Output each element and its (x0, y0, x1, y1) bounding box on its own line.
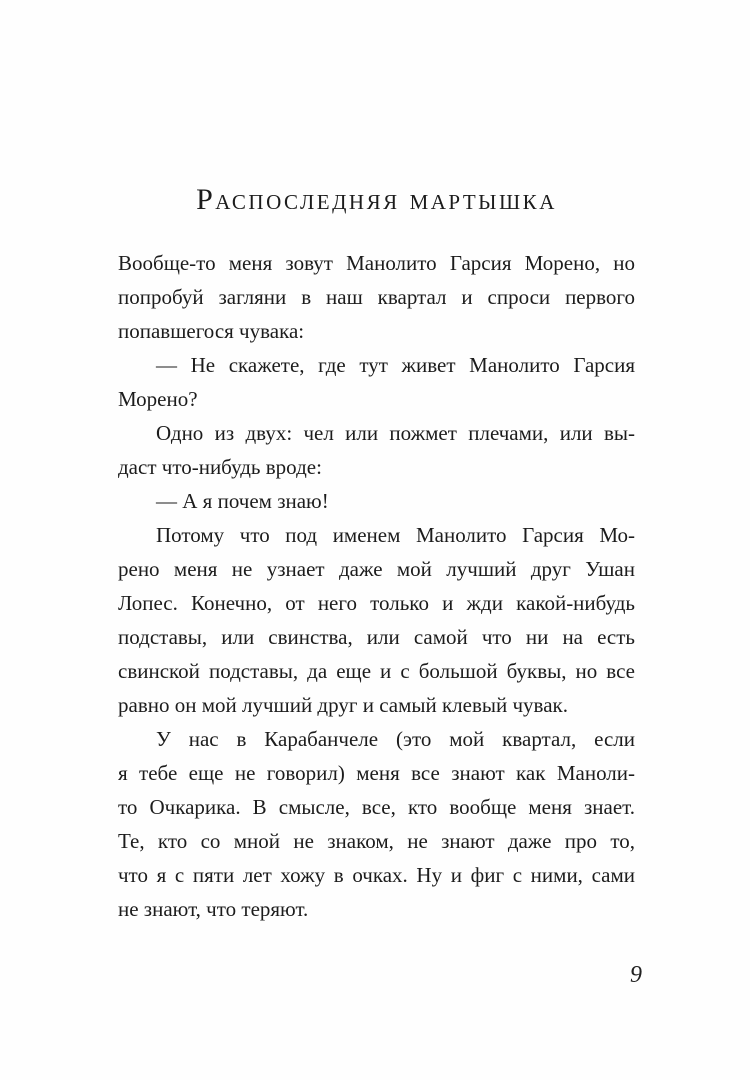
text-line: — Не скажете, где тут живет Манолито Гарсия (156, 353, 635, 377)
text-line: не знают, что теряют. (118, 897, 309, 921)
text-line: то Очкарика. В смысле, все, кто вообще меня знает. (118, 795, 635, 819)
text-line: Лопес. Конечно, от него только и жди какой-нибудь (118, 591, 635, 615)
text-line: подставы, или свинства, или самой что ни на есть (118, 625, 635, 649)
text-line: Потому что под именем Манолито Гарсия Мо- (156, 523, 635, 547)
chapter-title: Распоследняя мартышка (196, 183, 557, 216)
text-line: У нас в Карабанчеле (это мой квартал, если (156, 727, 635, 751)
text-block (118, 184, 635, 926)
text-line: попробуй загляни в наш квартал и спроси первого (118, 285, 635, 309)
text-line: равно он мой лучший друг и самый клевый чувак. (118, 693, 568, 717)
text-line: я тебе еще не говорил) меня все знают как Маноли- (118, 761, 635, 785)
text-line: Одно из двух: чел или пожмет плечами, или вы- (156, 421, 635, 445)
text-line: Вообще-то меня зовут Манолито Гарсия Морено, но (118, 251, 635, 275)
text-line: свинской подставы, да еще и с большой буквы, но все (118, 659, 635, 683)
text-line: Те, кто со мной не знаком, не знают даже про то, (118, 829, 635, 853)
text-line: рено меня не узнает даже мой лучший друг Ушан (118, 557, 635, 581)
text-line: что я с пяти лет хожу в очках. Ну и фиг с ними, сами (118, 863, 635, 887)
page-number: 9 (630, 962, 642, 988)
text-line: — А я почем знаю! (156, 489, 329, 513)
text-line: Морено? (118, 387, 198, 411)
text-line: даст что-нибудь вроде: (118, 455, 322, 479)
body-text (118, 246, 635, 926)
text-line: попавшегося чувака: (118, 319, 305, 343)
